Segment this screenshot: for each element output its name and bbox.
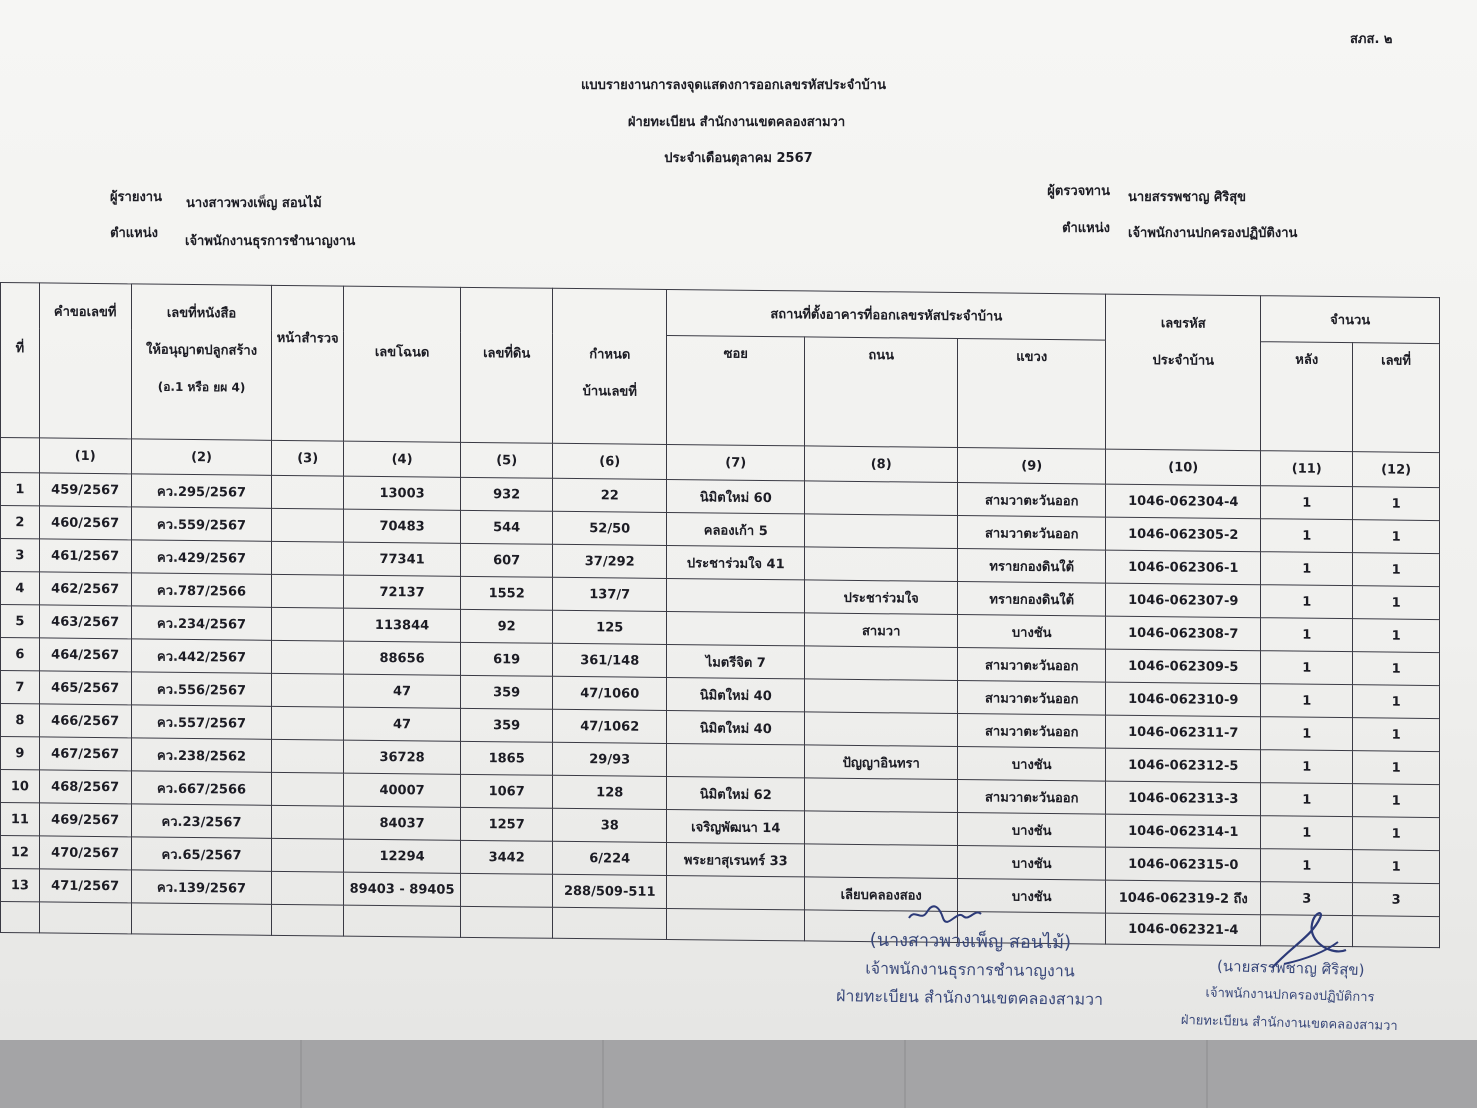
col-number-4: (4) [343, 441, 460, 477]
cell-district: สามวาตะวันออก [958, 714, 1106, 749]
cell-req: 470/2567 [39, 836, 131, 870]
cell-house-no: 38 [553, 808, 667, 842]
cell-req: 467/2567 [39, 737, 131, 771]
cell-soi: ไมตรีจิต 7 [667, 644, 805, 678]
cell-numbers: 1 [1353, 718, 1440, 752]
cell-no: 1 [1, 473, 40, 506]
cell-no: 11 [1, 803, 40, 836]
reporter-position: เจ้าพนักงานธุรการชำนาญงาน [185, 234, 356, 249]
header-permit-no: เลขที่หนังสือ ให้อนุญาตปลูกสร้าง (อ.1 หรือ ยผ 4) [131, 284, 272, 440]
cell-district: สามวาตะวันออก [958, 681, 1106, 716]
cell-req: 468/2567 [39, 770, 131, 804]
col-number-5: (5) [461, 442, 553, 478]
cell-houses: 1 [1261, 717, 1353, 751]
cell-road: สามวา [805, 613, 958, 648]
cell-req: 461/2567 [39, 539, 131, 573]
cell-deed: 89403 - 89405 [343, 872, 460, 906]
cell-permit: คว.429/2567 [131, 540, 272, 574]
cell-land [461, 873, 553, 907]
cont-cell [1353, 916, 1440, 948]
reviewer-signature-block [1159, 950, 1421, 1041]
cell-deed: 13003 [343, 476, 460, 510]
cell-permit: คว.139/2567 [131, 870, 272, 904]
header-district: แขวง [958, 338, 1106, 449]
cell-soi: เจริญพัฒนา 14 [667, 809, 805, 843]
cell-house-no: 288/509-511 [553, 874, 667, 908]
cell-numbers: 1 [1353, 751, 1440, 785]
cell-code: 1046-062308-7 [1106, 616, 1261, 651]
reporter-signature-name: (นางสาวพวงเพ็ญ สอนไม้) [869, 929, 1072, 954]
cell-no: 3 [1, 539, 40, 572]
cell-soi: นิมิตใหม่ 40 [667, 710, 805, 744]
cell-survey [272, 871, 343, 905]
cell-numbers: 3 [1353, 883, 1440, 917]
cell-deed: 12294 [343, 839, 460, 873]
cell-road: ปัญญาอินทรา [805, 745, 958, 780]
cell-permit: คว.295/2567 [131, 474, 272, 508]
cell-no: 8 [1, 704, 40, 737]
cell-land: 619 [461, 642, 553, 676]
reviewer-signature-name: (นายสรรพชาญ ศิริสุข) [1216, 956, 1365, 980]
cont-cell [131, 903, 272, 935]
cell-no: 10 [1, 770, 40, 803]
cell-houses: 1 [1261, 783, 1353, 817]
cont-cell [39, 902, 131, 934]
cell-district: ทรายกองดินใต้ [958, 582, 1106, 617]
cell-house-no: 37/292 [553, 544, 667, 578]
cell-req: 469/2567 [39, 803, 131, 837]
reporter-signature-block [829, 926, 1110, 1014]
header-no: ที่ [1, 283, 40, 438]
cell-land: 359 [461, 675, 553, 709]
cell-deed: 40007 [343, 773, 460, 807]
cell-no: 2 [1, 506, 40, 539]
cell-code: 1046-062315-0 [1106, 847, 1261, 882]
cell-numbers: 1 [1353, 520, 1440, 554]
cell-house-no: 29/93 [553, 742, 667, 776]
reporter-signature-scribble [905, 898, 985, 928]
cell-survey [272, 739, 343, 773]
cell-code: 1046-062319-2 ถึง [1106, 880, 1261, 915]
cell-road [805, 679, 958, 714]
cell-code: 1046-062312-5 [1106, 748, 1261, 783]
cell-permit: คว.557/2567 [131, 705, 272, 739]
cell-no: 5 [1, 605, 40, 638]
cell-houses: 1 [1261, 519, 1353, 553]
cell-survey [272, 805, 343, 839]
col-number-2: (2) [131, 439, 272, 475]
cell-numbers: 1 [1353, 850, 1440, 884]
cell-district: บางชัน [958, 846, 1106, 881]
col-number-1: (1) [39, 438, 131, 474]
cell-house-no: 125 [553, 610, 667, 644]
header-road: ถนน [805, 337, 958, 448]
reviewer-position-label: ตำแหน่ง [1062, 221, 1110, 236]
reviewer-name: นายสรรพชาญ ศิริสุข [1128, 190, 1247, 205]
cell-houses: 1 [1261, 750, 1353, 784]
department-line: ฝ่ายทะเบียน สำนักงานเขตคลองสามวา [627, 115, 846, 130]
cell-road: เลียบคลองสอง [805, 877, 958, 912]
cell-no: 4 [1, 572, 40, 605]
cell-permit: คว.667/2566 [131, 771, 272, 805]
cell-req: 460/2567 [39, 506, 131, 540]
cell-no: 7 [1, 671, 40, 704]
cell-soi: ประชาร่วมใจ 41 [667, 545, 805, 579]
cell-code: 1046-062313-3 [1106, 781, 1261, 816]
cell-survey [272, 838, 343, 872]
cell-land: 1067 [461, 774, 553, 808]
cell-permit: คว.787/2566 [131, 573, 272, 607]
cell-house-no: 47/1060 [553, 676, 667, 710]
cell-soi [667, 578, 805, 612]
cell-req: 466/2567 [39, 704, 131, 738]
cell-land: 607 [461, 543, 553, 577]
cell-soi: นิมิตใหม่ 62 [667, 776, 805, 810]
cell-req: 464/2567 [39, 638, 131, 672]
cont-cell [1, 902, 40, 933]
reporter-position-label: ตำแหน่ง [110, 226, 158, 241]
cell-soi [667, 875, 805, 909]
cell-code: 1046-062307-9 [1106, 583, 1261, 618]
cell-soi [667, 743, 805, 777]
header-location-group: สถานที่ตั้งอาคารที่ออกเลขรหัสประจำบ้าน [667, 289, 1106, 340]
cell-district: สามวาตะวันออก [958, 780, 1106, 815]
cell-code: 1046-062311-7 [1106, 715, 1261, 750]
cell-road [805, 844, 958, 879]
cell-house-no: 128 [553, 775, 667, 809]
cell-deed: 70483 [343, 509, 460, 543]
col-number-8: (8) [805, 446, 958, 483]
col-number-blank [1, 438, 40, 473]
cell-deed: 77341 [343, 542, 460, 576]
cell-house-no: 361/148 [553, 643, 667, 677]
cell-houses: 1 [1261, 816, 1353, 850]
cell-permit: คว.23/2567 [131, 804, 272, 838]
cell-survey [272, 508, 343, 542]
cell-no: 12 [1, 836, 40, 869]
cell-house-no: 47/1062 [553, 709, 667, 743]
cell-survey [272, 541, 343, 575]
header-houses: หลัง [1261, 342, 1353, 452]
cell-no: 9 [1, 737, 40, 770]
cell-deed: 47 [343, 707, 460, 741]
cell-road [805, 712, 958, 747]
cell-land: 3442 [461, 840, 553, 874]
cont-cell [272, 904, 343, 936]
col-number-10: (10) [1106, 449, 1261, 486]
col-number-12: (12) [1353, 452, 1440, 488]
col-number-11: (11) [1261, 451, 1353, 487]
reviewer-label: ผู้ตรวจทาน [1047, 184, 1110, 199]
cell-req: 465/2567 [39, 671, 131, 705]
reviewer-position: เจ้าพนักงานปกครองปฏิบัติงาน [1128, 226, 1298, 241]
form-code: สภส. ๒ [1350, 32, 1393, 47]
cell-req: 462/2567 [39, 572, 131, 606]
cont-cell [667, 908, 805, 940]
cell-survey [272, 772, 343, 806]
cell-road [805, 547, 958, 582]
cell-district: บางชัน [958, 879, 1106, 914]
table-body [1, 473, 1440, 917]
cell-road [805, 481, 958, 516]
cell-deed: 84037 [343, 806, 460, 840]
cell-houses: 1 [1261, 684, 1353, 718]
header-house-code: เลขรหัส ประจำบ้าน [1106, 294, 1261, 451]
cell-district: สามวาตะวันออก [958, 648, 1106, 683]
reporter-signature-office: ฝ่ายทะเบียน สำนักงานเขตคลองสามวา [835, 986, 1104, 1009]
cell-no: 6 [1, 638, 40, 671]
col-number-6: (6) [553, 443, 667, 479]
header-request-no: คำขอเลขที่ [39, 283, 131, 439]
cell-req: 471/2567 [39, 869, 131, 903]
cell-land: 544 [461, 510, 553, 544]
cell-code: 1046-062305-2 [1106, 517, 1261, 552]
cell-road [805, 514, 958, 549]
cell-numbers: 1 [1353, 784, 1440, 818]
header-row-top [1, 283, 1440, 344]
header-soi: ซอย [667, 335, 805, 445]
col-number-3: (3) [272, 440, 343, 476]
cell-no: 13 [1, 869, 40, 902]
cell-survey [272, 706, 343, 740]
cell-district: บางชัน [958, 813, 1106, 848]
col-number-9: (9) [958, 448, 1106, 485]
cell-house-no: 6/224 [553, 841, 667, 875]
cell-soi [667, 611, 805, 645]
reporter-label: ผู้รายงาน [109, 190, 162, 205]
cell-road [805, 778, 958, 813]
cont-cell [553, 907, 667, 939]
cell-req: 463/2567 [39, 605, 131, 639]
cell-house-no: 137/7 [553, 577, 667, 611]
cell-soi: นิมิตใหม่ 40 [667, 677, 805, 711]
cell-permit: คว.234/2567 [131, 606, 272, 640]
cell-deed: 88656 [343, 641, 460, 675]
cell-district: บางชัน [958, 615, 1106, 650]
document-title: แบบรายงานการลงจุดแสดงการออกเลขรหัสประจำบ้าน [581, 78, 886, 93]
cell-district: สามวาตะวันออก [958, 516, 1106, 551]
cell-land: 359 [461, 708, 553, 742]
cont-cell [461, 906, 553, 938]
cell-permit: คว.556/2567 [131, 672, 272, 706]
reporter-name: นางสาวพวงเพ็ญ สอนไม้ [186, 196, 322, 211]
header-numbers: เลขที่ [1353, 343, 1440, 453]
cell-road [805, 646, 958, 681]
cell-survey [272, 640, 343, 674]
cell-code: 1046-062304-4 [1106, 484, 1261, 519]
background-floor [0, 1040, 1477, 1108]
cell-deed: 72137 [343, 575, 460, 609]
header-count-group: จำนวน [1261, 296, 1440, 344]
cont-cell [343, 905, 460, 937]
cell-road [805, 811, 958, 846]
reporter-signature-position: เจ้าพนักงานธุรการชำนาญงาน [865, 958, 1075, 981]
header-land-no: เลขที่ดิน [461, 287, 553, 443]
cell-houses: 1 [1261, 849, 1353, 883]
cell-code: 1046-062306-1 [1106, 550, 1261, 585]
cell-soi: นิมิตใหม่ 60 [667, 479, 805, 513]
cell-numbers: 1 [1353, 619, 1440, 653]
cell-houses: 1 [1261, 651, 1353, 685]
cell-soi: คลองเก้า 5 [667, 512, 805, 546]
cell-land: 1257 [461, 807, 553, 841]
cell-permit: คว.238/2562 [131, 738, 272, 772]
report-table-wrapper [0, 282, 1440, 937]
cell-houses: 1 [1261, 618, 1353, 652]
cell-land: 92 [461, 609, 553, 643]
cell-permit: คว.65/2567 [131, 837, 272, 871]
cell-code: 1046-062309-5 [1106, 649, 1261, 684]
cell-land: 1865 [461, 741, 553, 775]
cell-house-no: 22 [553, 478, 667, 512]
period-line: ประจำเดือนตุลาคม 2567 [664, 151, 813, 166]
cell-district: ทรายกองดินใต้ [958, 549, 1106, 584]
cell-numbers: 1 [1353, 685, 1440, 719]
cell-soi: พระยาสุเรนทร์ 33 [667, 842, 805, 876]
header-house-no: กำหนด บ้านเลขที่ [553, 288, 667, 444]
report-table [0, 282, 1440, 948]
cell-deed: 36728 [343, 740, 460, 774]
reviewer-signature-office: ฝ่ายทะเบียน สำนักงานเขตคลองสามวา [1180, 1012, 1398, 1035]
cell-houses: 1 [1261, 585, 1353, 619]
col-number-7: (7) [667, 444, 805, 480]
header-survey-page: หน้าสำรวจ [272, 285, 343, 441]
cell-land: 1552 [461, 576, 553, 610]
cell-road: ประชาร่วมใจ [805, 580, 958, 615]
reviewer-signature-position: เจ้าพนักงานปกครองปฏิบัติการ [1205, 985, 1375, 1006]
cell-permit: คว.442/2567 [131, 639, 272, 673]
cell-code: 1046-062310-9 [1106, 682, 1261, 717]
cell-house-no: 52/50 [553, 511, 667, 545]
header-deed-no: เลขโฉนด [343, 286, 460, 442]
cell-houses: 1 [1261, 486, 1353, 520]
cell-land: 932 [461, 477, 553, 511]
cell-req: 459/2567 [39, 473, 131, 507]
cell-deed: 113844 [343, 608, 460, 642]
cell-deed: 47 [343, 674, 460, 708]
cell-code: 1046-062314-1 [1106, 814, 1261, 849]
cell-numbers: 1 [1353, 652, 1440, 686]
cell-permit: คว.559/2567 [131, 507, 272, 541]
cell-numbers: 1 [1353, 553, 1440, 587]
cell-district: บางชัน [958, 747, 1106, 782]
cell-houses: 3 [1261, 882, 1353, 916]
cell-survey [272, 574, 343, 608]
continuation-code: 1046-062321-4 [1106, 913, 1261, 946]
cell-survey [272, 607, 343, 641]
cell-numbers: 1 [1353, 487, 1440, 521]
cell-numbers: 1 [1353, 586, 1440, 620]
cell-houses: 1 [1261, 552, 1353, 586]
cell-numbers: 1 [1353, 817, 1440, 851]
cell-district: สามวาตะวันออก [958, 483, 1106, 518]
cell-survey [272, 475, 343, 509]
cell-survey [272, 673, 343, 707]
